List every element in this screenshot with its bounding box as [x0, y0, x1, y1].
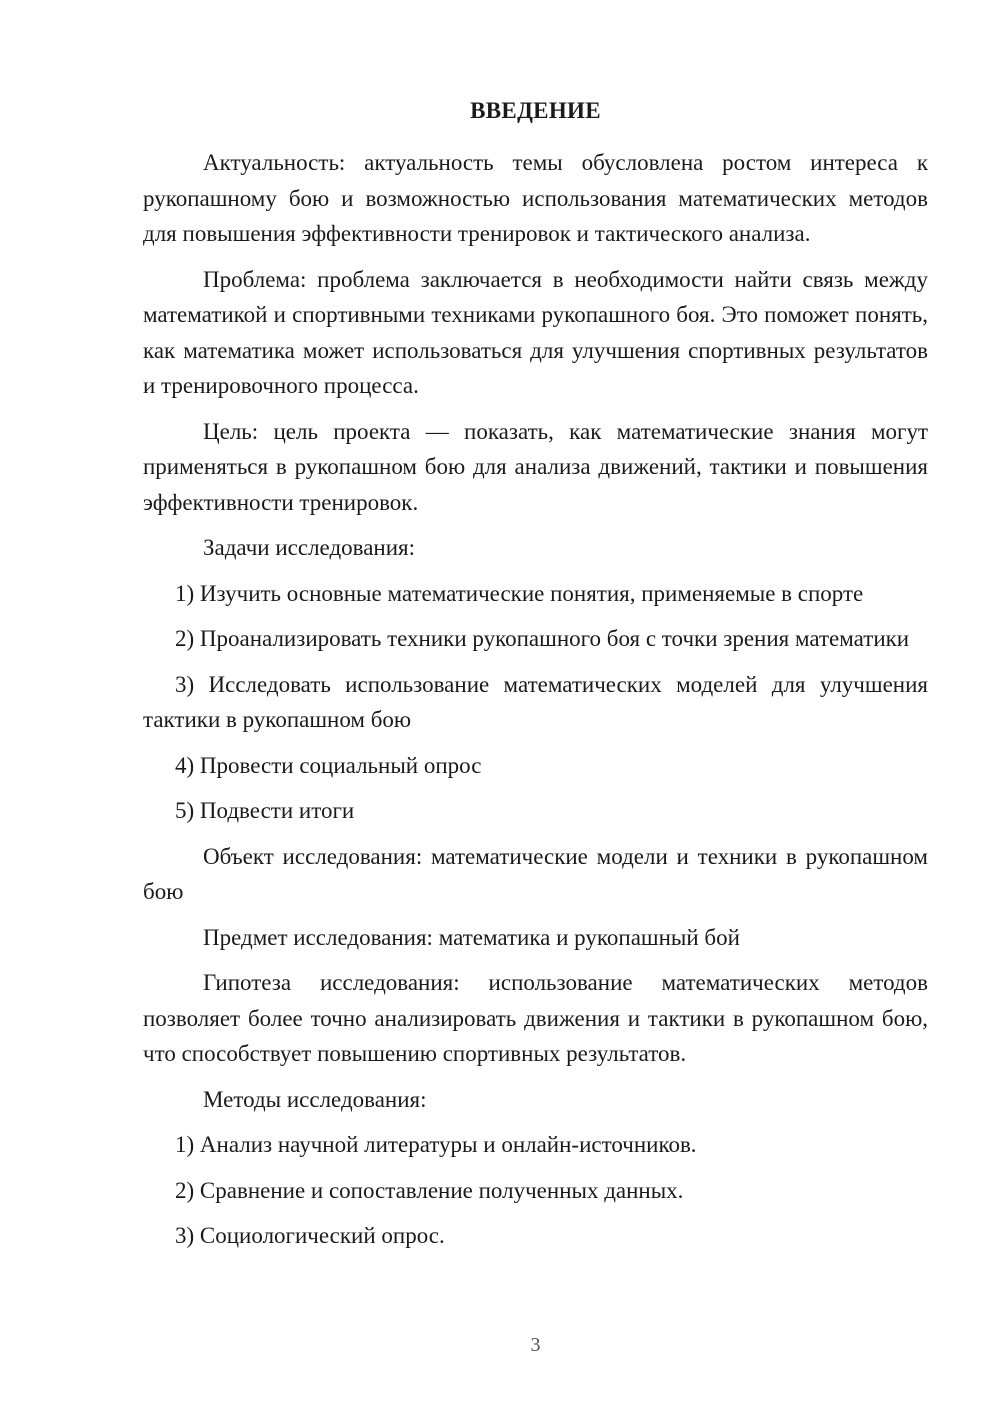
- object-paragraph: Объект исследования: математические модели и техники в рукопашном бою: [143, 843, 928, 904]
- tasks-label: Задачи исследования:: [203, 535, 416, 560]
- problem-paragraph: Проблема: проблема заключается в необходимости найти связь между математикой и спортивными техниками рукопашного боя. Это поможет понять, как математика может использоваться для улучшения спортивных результатов и тренировочного процесса.: [143, 266, 928, 398]
- task-item: 5) Подвести итоги: [175, 798, 355, 823]
- document-body: [143, 145, 928, 1264]
- goal-paragraph: Цель: цель проекта — показать, как математические знания могут применяться в рукопашном бою для анализа движений, тактики и повышения эффективности тренировок.: [143, 418, 928, 515]
- task-item: 3) Исследовать использование математических моделей для улучшения тактики в рукопашном бою: [143, 671, 928, 732]
- page-number: 3: [530, 1334, 541, 1356]
- subject-paragraph: Предмет исследования: математика и рукопашный бой: [203, 924, 740, 950]
- method-item: 2) Сравнение и сопоставление полученных данных.: [175, 1177, 684, 1203]
- task-item: 2) Проанализировать техники рукопашного боя с точки зрения математики: [175, 626, 910, 651]
- relevance-paragraph: Актуальность: актуальность темы обусловлена ростом интереса к рукопашному бою и возможностью использования математических методов для повышения эффективности тренировок и тактического анализа.: [143, 150, 928, 246]
- task-item: 1) Изучить основные математические понятия, применяемые в спорте: [175, 580, 864, 606]
- method-item: 3) Социологический опрос.: [175, 1223, 445, 1248]
- task-item: 4) Провести социальный опрос: [175, 752, 482, 778]
- section-heading: ВВЕДЕНИЕ: [470, 98, 601, 123]
- hypothesis-paragraph: Гипотеза исследования: использование математических методов позволяет более точно анализировать движения и тактики в рукопашном бою, что способствует повышению спортивных результатов.: [143, 970, 928, 1066]
- document-page: [143, 0, 928, 1414]
- method-item: 1) Анализ научной литературы и онлайн-источников.: [175, 1132, 697, 1157]
- methods-label: Методы исследования:: [203, 1086, 427, 1112]
